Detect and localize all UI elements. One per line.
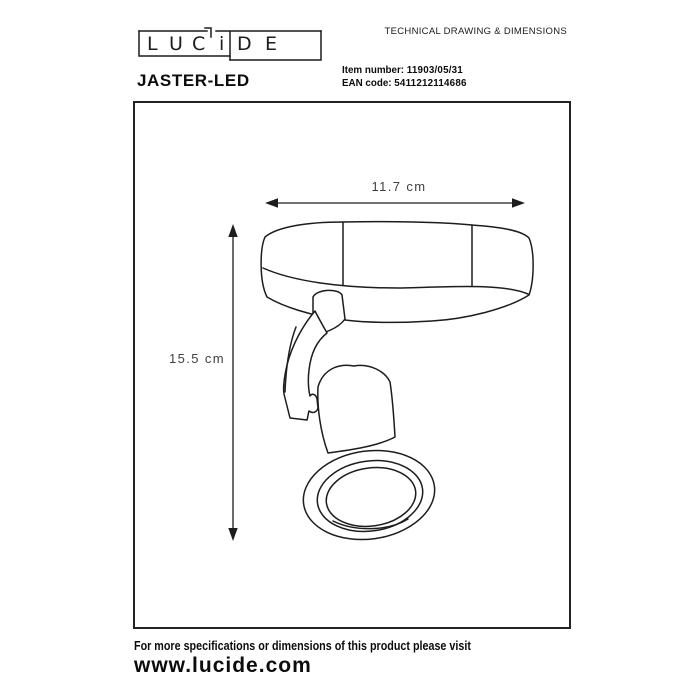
height-dimension-arrow	[228, 224, 237, 541]
footer-website: www.lucide.com	[134, 654, 312, 677]
logo-letter: E	[265, 33, 278, 55]
arrow-right-icon	[512, 198, 525, 207]
height-dimension-label: 15.5 cm	[168, 351, 226, 366]
document-title: TECHNICAL DRAWING & DIMENSIONS	[384, 26, 567, 37]
canopy-outline	[261, 222, 533, 323]
arrow-down-icon	[228, 528, 237, 541]
footer	[134, 639, 526, 678]
ean-value: 5411212114686	[394, 78, 467, 89]
logo-letter: U	[169, 33, 183, 55]
spotlight-line-art	[261, 222, 533, 548]
item-number-value: 11903/05/31	[406, 65, 463, 76]
logo-letter: L	[147, 33, 158, 55]
logo-letter: i	[219, 33, 225, 55]
footer-note: For more specifications or dimensions of this product please visit	[134, 639, 471, 653]
logo-letter: C	[192, 33, 206, 55]
logo-letter: D	[237, 33, 252, 55]
width-dimension-label: 11.7 cm	[371, 179, 427, 194]
arrow-left-icon	[265, 198, 278, 207]
ean-label: EAN code:	[342, 78, 392, 89]
arrow-up-icon	[228, 224, 237, 237]
spot-body-outline	[318, 365, 395, 453]
item-number-label: Item number:	[342, 65, 405, 76]
product-name: JASTER-LED	[137, 71, 250, 90]
width-dimension-arrow	[265, 198, 525, 207]
